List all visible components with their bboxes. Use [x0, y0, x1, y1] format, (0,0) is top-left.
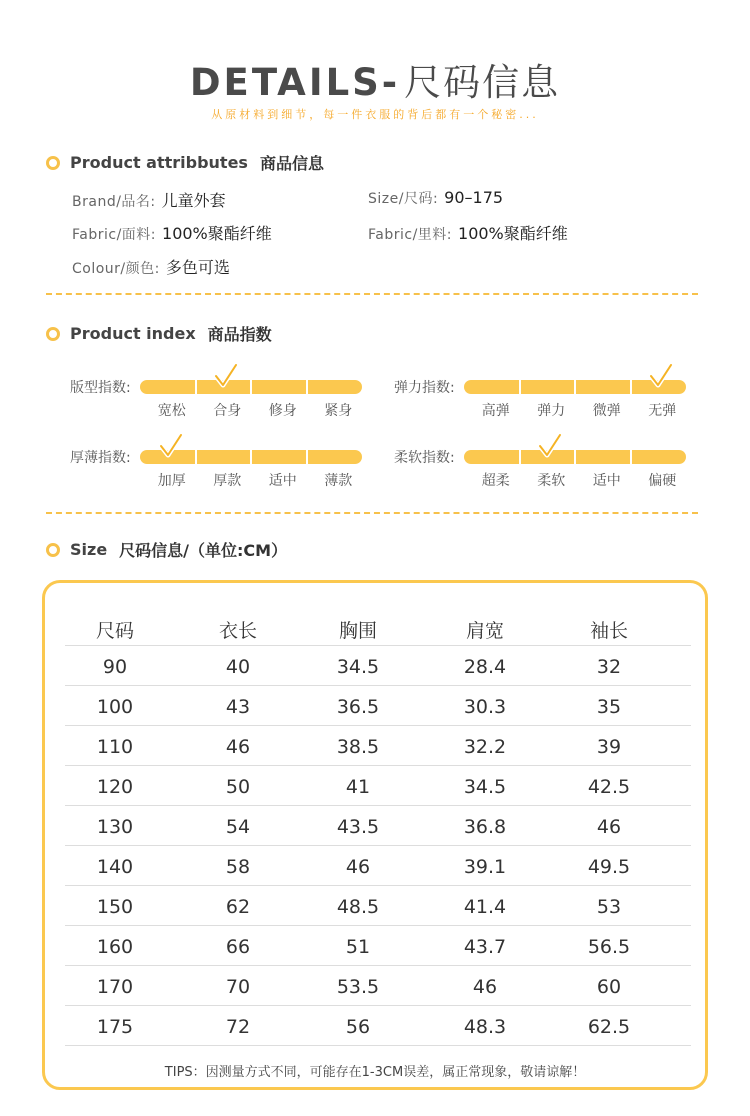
bar-separator: [250, 450, 252, 464]
checkmark-icon: [158, 433, 184, 459]
attr-label: Brand/品名:: [72, 194, 156, 210]
heading-en: Size: [70, 540, 108, 559]
attr-label: Colour/颜色:: [72, 261, 160, 277]
table-row: [65, 886, 691, 926]
table-cell: 43.5: [336, 816, 380, 838]
heading-cn: 尺码信息/（单位:CM）: [119, 541, 288, 560]
column-header: 胸围: [338, 620, 377, 642]
index-option: 适中: [592, 473, 621, 489]
bar-separator: [630, 380, 632, 394]
table-row: [65, 766, 691, 806]
circle-bullet-icon: [46, 156, 60, 170]
table-cell: 140: [96, 856, 134, 878]
index-option: 修身: [268, 403, 297, 419]
table-cell: 43.7: [463, 936, 507, 958]
attr-label: Fabric/面料:: [72, 227, 157, 243]
attr-value: 100%聚酯纤维: [458, 224, 568, 243]
attr-value: 儿童外套: [161, 191, 226, 210]
subtitle: 从原材料到细节，每一件衣服的背后都有一个秘密...: [211, 108, 539, 121]
table-cell: 49.5: [587, 856, 631, 878]
table-cell: 50: [225, 776, 251, 798]
index-option: 紧身: [324, 403, 353, 419]
table-row: [65, 966, 691, 1006]
table-cell: 35: [596, 696, 622, 718]
table-cell: 32.2: [463, 736, 507, 758]
table-cell: 40: [225, 656, 251, 678]
circle-bullet-icon: [46, 543, 60, 557]
table-cell: 38.5: [336, 736, 380, 758]
table-cell: 66: [225, 936, 251, 958]
table-cell: 39.1: [463, 856, 507, 878]
table-row: [65, 846, 691, 886]
table-cell: 46: [345, 856, 371, 878]
attr-label: Fabric/里料:: [368, 227, 453, 243]
index-label: 版型指数:: [70, 380, 131, 396]
table-cell: 46: [472, 976, 498, 998]
table-cell: 46: [596, 816, 622, 838]
attr-lining: [368, 221, 568, 244]
table-cell: 175: [96, 1016, 134, 1038]
index-label: 柔软指数:: [394, 450, 455, 466]
index-option: 宽松: [157, 403, 186, 419]
table-header-row: [65, 618, 691, 646]
column-header: 肩宽: [465, 620, 504, 642]
table-cell: 56.5: [587, 936, 631, 958]
index-option: 薄款: [324, 473, 353, 489]
attr-label: Size/尺码:: [368, 191, 439, 207]
table-row: [65, 726, 691, 766]
table-row: [65, 926, 691, 966]
table-cell: 41: [345, 776, 371, 798]
index-label: 厚薄指数:: [70, 450, 131, 466]
section-index-heading: [46, 322, 272, 345]
page-title: [190, 52, 560, 106]
dashed-divider: [46, 512, 698, 514]
title-en: DETAILS-: [189, 61, 401, 104]
page-header: [0, 52, 750, 106]
table-row: [65, 646, 691, 686]
bar-separator: [630, 450, 632, 464]
heading-en: Product index: [70, 324, 196, 343]
table-cell: 60: [596, 976, 622, 998]
attr-value: 100%聚酯纤维: [162, 224, 272, 243]
table-cell: 150: [96, 896, 134, 918]
index-option: 偏硬: [648, 473, 677, 489]
table-cell: 32: [596, 656, 622, 678]
table-cell: 48.5: [336, 896, 380, 918]
table-cell: 130: [96, 816, 134, 838]
table-cell: 170: [96, 976, 134, 998]
checkmark-icon: [648, 363, 674, 389]
table-cell: 70: [225, 976, 251, 998]
index-option: 超柔: [481, 473, 510, 489]
table-cell: 39: [596, 736, 622, 758]
table-cell: 43: [225, 696, 251, 718]
column-header: 袖长: [589, 620, 628, 642]
attr-brand: [72, 188, 226, 211]
table-cell: 36.8: [463, 816, 507, 838]
bar-separator: [306, 380, 308, 394]
attr-colour: [72, 255, 230, 278]
table-cell: 160: [96, 936, 134, 958]
dashed-divider: [46, 293, 698, 295]
attr-fabric: [72, 221, 272, 244]
bar-separator: [574, 380, 576, 394]
table-cell: 30.3: [463, 696, 507, 718]
index-option: 微弹: [592, 403, 621, 419]
table-cell: 46: [225, 736, 251, 758]
size-table-box: [42, 580, 708, 1090]
table-cell: 62: [225, 896, 251, 918]
table-cell: 48.3: [463, 1016, 507, 1038]
table-cell: 72: [225, 1016, 251, 1038]
bar-separator: [195, 450, 197, 464]
bar-separator: [195, 380, 197, 394]
table-cell: 62.5: [587, 1016, 631, 1038]
attr-value: 多色可选: [165, 258, 230, 277]
table-cell: 110: [96, 736, 134, 758]
tips-note: TIPS：因测量方式不同，可能存在1-3CM误差，属正常现象，敬请谅解！: [164, 1065, 586, 1080]
section-attributes-heading: [46, 151, 324, 174]
checkmark-icon: [213, 363, 239, 389]
heading-cn: 商品信息: [259, 154, 324, 173]
table-cell: 53.5: [336, 976, 380, 998]
table-row: [65, 1006, 691, 1046]
index-option: 厚款: [213, 473, 242, 489]
attr-value: 90–175: [444, 188, 504, 207]
table-cell: 51: [345, 936, 371, 958]
heading-cn: 商品指数: [207, 325, 272, 344]
table-cell: 56: [345, 1016, 371, 1038]
checkmark-icon: [537, 433, 563, 459]
index-label: 弹力指数:: [394, 380, 455, 396]
table-row: [65, 686, 691, 726]
column-header: 尺码: [95, 620, 134, 642]
attr-size: [368, 188, 503, 208]
bar-separator: [306, 450, 308, 464]
column-header: 衣长: [218, 620, 257, 642]
table-cell: 90: [102, 656, 128, 678]
table-cell: 58: [225, 856, 251, 878]
table-cell: 34.5: [463, 776, 507, 798]
section-size-heading: [46, 538, 287, 561]
table-cell: 28.4: [463, 656, 507, 678]
index-option: 柔软: [537, 473, 566, 489]
table-cell: 41.4: [463, 896, 507, 918]
table-cell: 42.5: [587, 776, 631, 798]
heading-en: Product attribbutes: [70, 153, 248, 172]
table-cell: 36.5: [336, 696, 380, 718]
bar-separator: [519, 380, 521, 394]
index-option: 适中: [268, 473, 297, 489]
index-option: 高弹: [481, 403, 510, 419]
table-cell: 100: [96, 696, 134, 718]
table-cell: 53: [596, 896, 622, 918]
bar-separator: [250, 380, 252, 394]
table-cell: 34.5: [336, 656, 380, 678]
table-cell: 120: [96, 776, 134, 798]
index-option: 合身: [213, 403, 242, 419]
bar-separator: [574, 450, 576, 464]
circle-bullet-icon: [46, 327, 60, 341]
title-cn: 尺码信息: [404, 61, 561, 104]
index-option: 弹力: [537, 403, 566, 419]
index-option: 无弹: [648, 403, 677, 419]
bar-separator: [519, 450, 521, 464]
index-option: 加厚: [157, 473, 186, 489]
table-cell: 54: [225, 816, 251, 838]
table-row: [65, 806, 691, 846]
